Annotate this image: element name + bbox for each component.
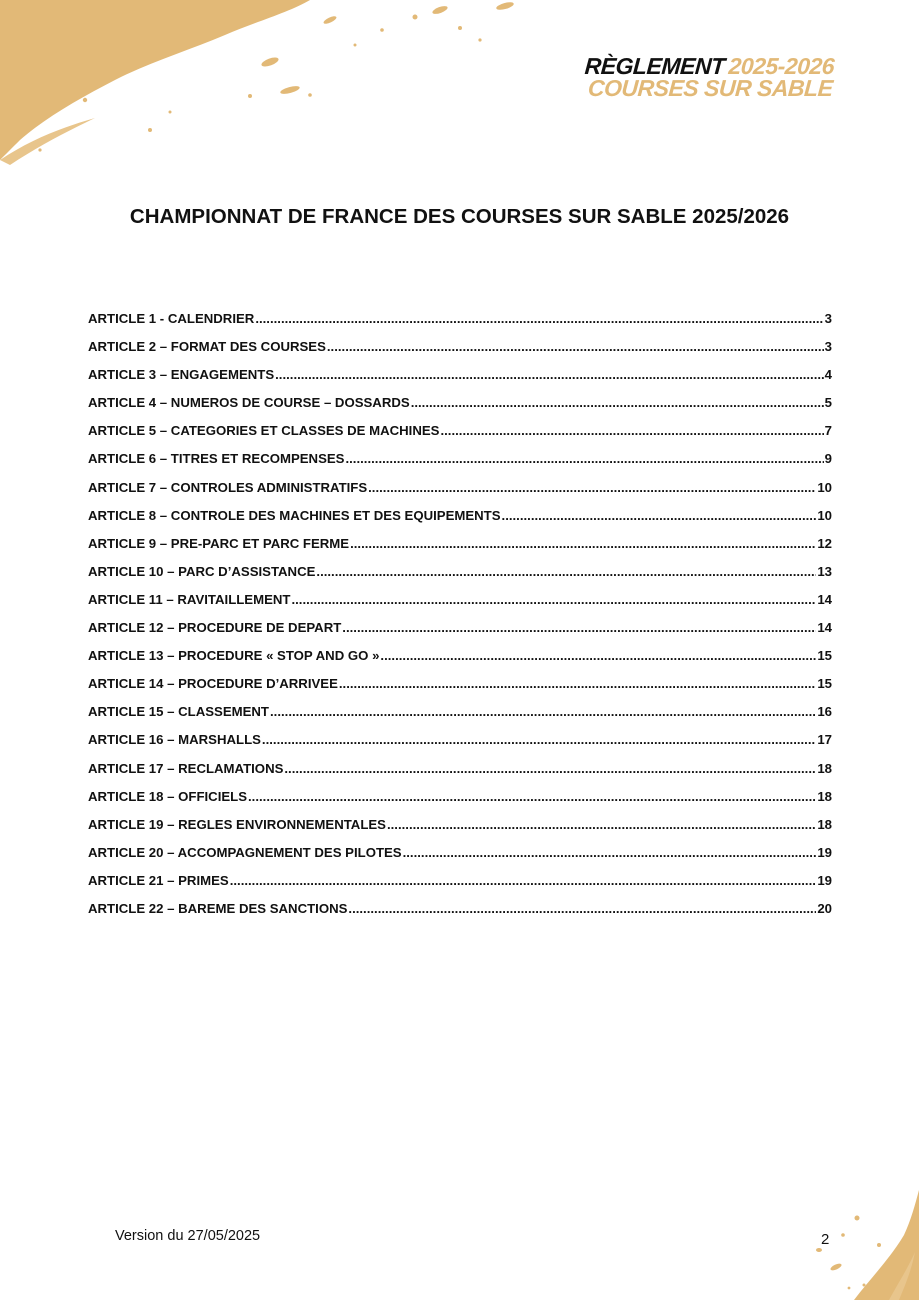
toc-entry-page: 15 — [817, 648, 832, 664]
brand-reglement: RÈGLEMENT — [583, 53, 726, 79]
toc-entry[interactable] — [88, 783, 832, 811]
toc-entry-label: ARTICLE 7 – CONTROLES ADMINISTRATIFS — [88, 479, 368, 495]
toc-entry-label: ARTICLE 1 - CALENDRIER — [88, 311, 255, 326]
toc-entry[interactable] — [88, 839, 832, 867]
toc-entry-label: ARTICLE 20 – ACCOMPAGNEMENT DES PILOTES — [88, 844, 402, 860]
toc-entry-label: ARTICLE 19 – REGLES ENVIRONNEMENTALES — [88, 816, 386, 832]
toc-entry-label: ARTICLE 14 – PROCEDURE D’ARRIVEE — [88, 676, 338, 692]
toc-entry[interactable] — [88, 586, 832, 614]
table-of-contents — [88, 305, 832, 923]
toc-entry[interactable] — [88, 698, 832, 726]
toc-entry[interactable] — [88, 755, 832, 783]
sand-splash-decoration-bottom — [739, 1190, 919, 1300]
toc-entry-label: ARTICLE 16 – MARSHALLS — [88, 732, 261, 748]
toc-entry-label: ARTICLE 18 – OFFICIELS — [88, 788, 248, 804]
toc-entry[interactable] — [88, 502, 832, 530]
toc-dot-leader — [348, 895, 816, 923]
toc-entry-page: 7 — [824, 423, 832, 439]
toc-entry-page: 9 — [824, 451, 832, 467]
footer-version: Version du 27/05/2025 — [115, 1228, 261, 1244]
toc-entry[interactable] — [88, 361, 832, 389]
toc-entry-label: ARTICLE 5 – CATEGORIES ET CLASSES DE MACHINES — [88, 423, 440, 439]
toc-entry-page: 14 — [817, 591, 832, 607]
toc-dot-leader — [350, 530, 816, 558]
toc-dot-leader — [230, 867, 817, 895]
toc-entry[interactable] — [88, 642, 832, 670]
toc-dot-leader — [387, 811, 816, 839]
toc-dot-leader — [262, 726, 816, 754]
toc-entry[interactable] — [88, 726, 832, 754]
toc-entry-page: 10 — [817, 479, 832, 495]
brand-subtitle: COURSES SUR SABLE — [586, 75, 834, 101]
toc-entry-label: ARTICLE 4 – NUMEROS DE COURSE – DOSSARDS — [88, 395, 410, 411]
toc-entry-label: ARTICLE 10 – PARC D’ASSISTANCE — [88, 563, 316, 579]
toc-entry[interactable] — [88, 389, 832, 417]
toc-entry-page: 3 — [824, 339, 832, 355]
toc-dot-leader — [440, 417, 823, 445]
toc-entry-label: ARTICLE 9 – PRE-PARC ET PARC FERME — [88, 535, 350, 551]
brand-season: 2025-2026 — [727, 53, 835, 79]
toc-entry-page: 13 — [817, 563, 832, 579]
toc-entry-page: 12 — [817, 535, 832, 551]
toc-entry-label: ARTICLE 21 – PRIMES — [88, 872, 229, 888]
toc-entry-label: ARTICLE 11 – RAVITAILLEMENT — [88, 591, 291, 607]
toc-entry[interactable] — [88, 474, 832, 502]
toc-entry-page: 16 — [817, 704, 832, 720]
toc-dot-leader — [502, 502, 817, 530]
toc-entry[interactable] — [88, 670, 832, 698]
toc-dot-leader — [345, 445, 823, 473]
toc-entry[interactable] — [88, 614, 832, 642]
toc-dot-leader — [275, 361, 824, 389]
toc-entry-page: 4 — [824, 367, 832, 383]
toc-dot-leader — [411, 389, 824, 417]
toc-entry-label: ARTICLE 3 – ENGAGEMENTS — [88, 367, 275, 383]
toc-entry[interactable] — [88, 417, 832, 445]
toc-entry[interactable] — [88, 811, 832, 839]
toc-dot-leader — [316, 558, 816, 586]
toc-entry-page: 15 — [817, 676, 832, 692]
toc-entry-page: 17 — [817, 732, 832, 748]
toc-entry-page: 18 — [817, 788, 832, 804]
toc-dot-leader — [327, 333, 824, 361]
sand-splash-decoration — [0, 0, 560, 175]
toc-entry-label: ARTICLE 17 – RECLAMATIONS — [88, 760, 284, 776]
toc-entry-page: 10 — [817, 507, 832, 523]
toc-entry-page: 20 — [817, 900, 832, 916]
toc-entry[interactable] — [88, 867, 832, 895]
toc-entry-page: 5 — [824, 395, 832, 411]
toc-dot-leader — [291, 586, 816, 614]
toc-entry-page: 18 — [817, 760, 832, 776]
toc-entry-page: 18 — [817, 816, 832, 832]
toc-entry[interactable] — [88, 530, 832, 558]
toc-entry-page: 19 — [817, 844, 832, 860]
toc-dot-leader — [403, 839, 817, 867]
toc-entry[interactable] — [88, 895, 832, 923]
toc-dot-leader — [270, 698, 816, 726]
toc-entry[interactable] — [88, 333, 832, 361]
toc-entry[interactable] — [88, 445, 832, 473]
document-title: CHAMPIONNAT DE FRANCE DES COURSES SUR SABLE 2025/2026 — [129, 205, 790, 228]
toc-entry-label: ARTICLE 8 – CONTROLE DES MACHINES ET DES EQUIPEMENTS — [88, 507, 501, 523]
toc-dot-leader — [380, 642, 816, 670]
toc-entry[interactable] — [88, 558, 832, 586]
toc-entry-page: 14 — [817, 620, 832, 636]
toc-entry-label: ARTICLE 6 – TITRES ET RECOMPENSES — [88, 451, 345, 467]
page-number: 2 — [821, 1231, 830, 1248]
toc-entry-label: ARTICLE 15 – CLASSEMENT — [88, 704, 269, 720]
toc-dot-leader — [255, 305, 823, 333]
toc-entry-page: 19 — [817, 872, 832, 888]
toc-entry-label: ARTICLE 2 – FORMAT DES COURSES — [88, 339, 326, 355]
toc-entry[interactable] — [88, 305, 832, 333]
toc-entry-page: 3 — [824, 311, 832, 326]
toc-dot-leader — [368, 474, 816, 502]
toc-dot-leader — [339, 670, 816, 698]
toc-entry-label: ARTICLE 13 – PROCEDURE « STOP AND GO » — [88, 648, 380, 664]
toc-dot-leader — [342, 614, 816, 642]
toc-entry-label: ARTICLE 12 – PROCEDURE DE DEPART — [88, 620, 342, 636]
header-brand — [582, 55, 834, 99]
toc-entry-label: ARTICLE 22 – BAREME DES SANCTIONS — [88, 900, 348, 916]
brand-line1 — [584, 55, 835, 77]
toc-dot-leader — [248, 783, 816, 811]
toc-dot-leader — [284, 755, 816, 783]
